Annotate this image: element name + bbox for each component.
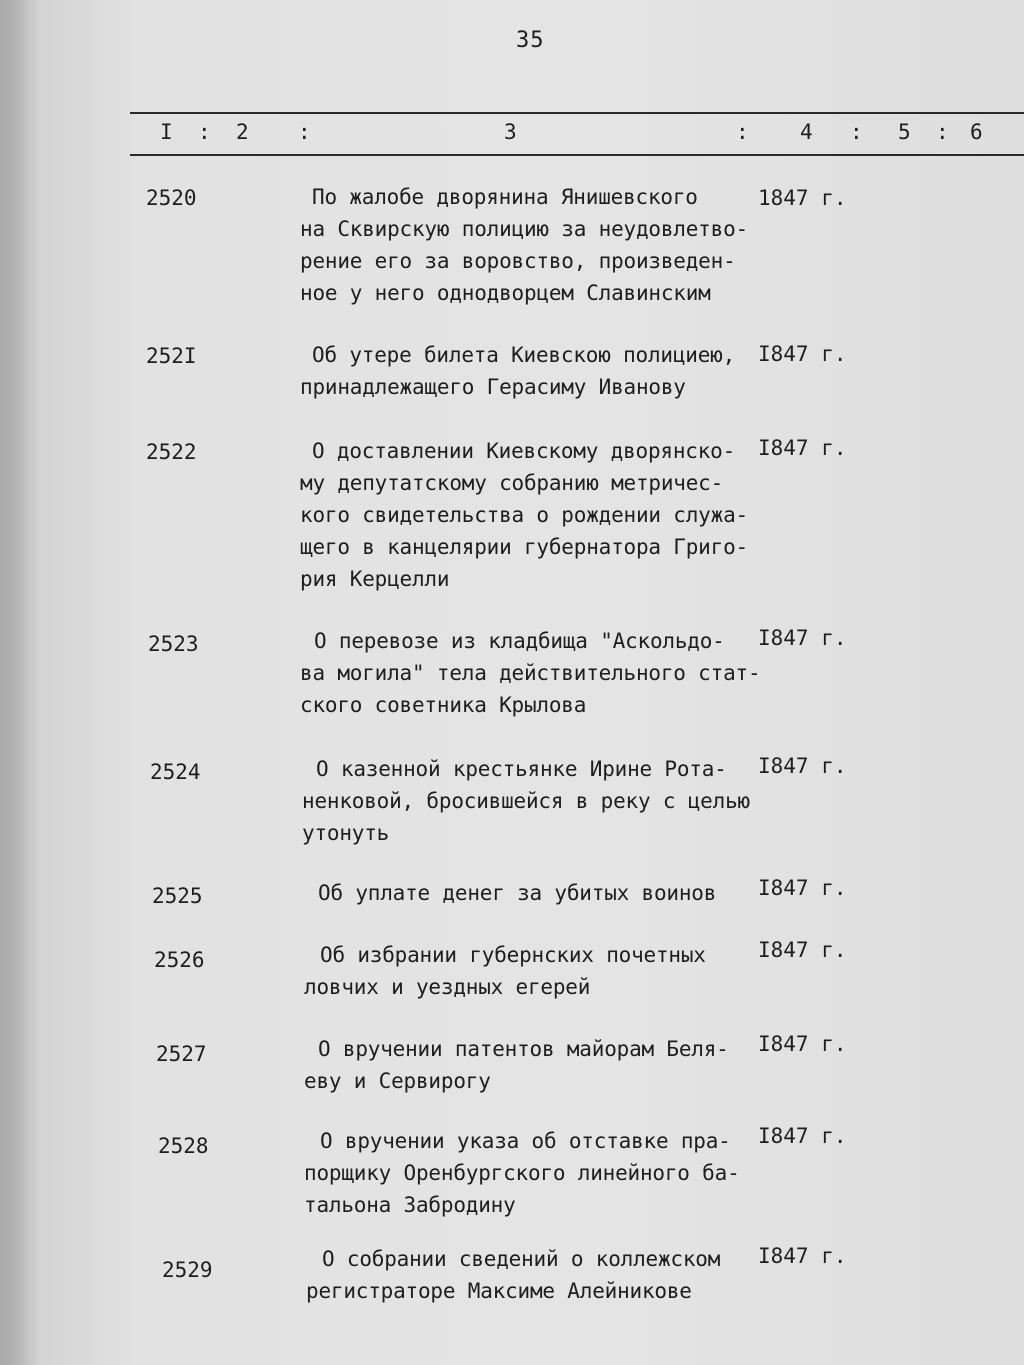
entry-line: кого свидетельства о рождении служа- — [300, 503, 748, 527]
column-separator: : — [936, 120, 949, 144]
entry-number: 2526 — [154, 948, 205, 972]
column-header-4: 4 — [800, 120, 813, 144]
entry-year: I847 г. — [758, 938, 847, 962]
entry-line: О доставлении Киевскому дворянско- — [312, 439, 736, 463]
entry-line: принадлежащего Герасиму Иванову — [300, 375, 686, 399]
entry-line: рия Керцелли — [300, 567, 450, 591]
entry-line: Об уплате денег за убитых воинов — [318, 881, 717, 905]
entry-line: О собрании сведений о коллежском — [322, 1247, 721, 1271]
entry-year: I847 г. — [758, 1244, 847, 1268]
header-rule-top — [130, 112, 1024, 114]
entry-year: I847 г. — [758, 1032, 847, 1056]
entry-line: на Сквирскую полицию за неудовлетво- — [300, 217, 748, 241]
entry-number: 2529 — [162, 1258, 213, 1282]
entry-line: регистраторе Максиме Алейникове — [306, 1279, 692, 1303]
entry-year: I847 г. — [758, 436, 847, 460]
entry-line: ное у него однодворцем Славинским — [300, 281, 711, 305]
entry-line: О перевозе из кладбища "Аскольдо- — [314, 629, 725, 653]
entry-line: му депутатскому собранию метричес- — [300, 471, 724, 495]
column-header-2: 2 — [236, 120, 249, 144]
column-header-3: 3 — [504, 120, 517, 144]
entry-line: тальона Забродину — [304, 1193, 516, 1217]
entry-line: ского советника Крылова — [300, 693, 587, 717]
header-rule-bottom — [130, 154, 1024, 156]
entry-line: порщику Оренбургского линейного ба- — [304, 1161, 740, 1185]
entry-number: 2524 — [150, 760, 201, 784]
column-separator: : — [198, 120, 211, 144]
entry-line: Об утере билета Киевскою полициею, — [312, 343, 736, 367]
entry-year: I847 г. — [758, 342, 847, 366]
entry-line: ловчих и уездных егерей — [304, 975, 591, 999]
entry-line: О казенной крестьянке Ирине Рота- — [316, 757, 727, 781]
page-number: 35 — [516, 28, 545, 53]
entry-line: щего в канцелярии губернатора Григо- — [300, 535, 748, 559]
entry-year: I847 г. — [758, 754, 847, 778]
entry-number: 2527 — [156, 1042, 207, 1066]
column-header-1: I — [160, 120, 173, 144]
column-separator: : — [850, 120, 863, 144]
entry-line: ненковой, бросившейся в реку с целью — [302, 789, 750, 813]
entry-year: I847 г. — [758, 626, 847, 650]
entry-line: Об избрании губернских почетных — [320, 943, 706, 967]
entry-line: По жалобе дворянина Янишевского — [312, 185, 698, 209]
entry-line: О вручении патентов майорам Беля- — [318, 1037, 729, 1061]
entry-year: 1847 г. — [758, 186, 847, 210]
entry-number: 2525 — [152, 884, 203, 908]
column-separator: : — [736, 120, 749, 144]
entry-line: О вручении указа об отставке пра- — [320, 1129, 731, 1153]
entry-line: еву и Сервирогу — [304, 1069, 491, 1093]
page-binding-shadow — [0, 0, 40, 1365]
entry-line: ва могила" тела действительного стат- — [300, 661, 761, 685]
entry-number: 252I — [146, 344, 197, 368]
entry-number: 2523 — [148, 632, 199, 656]
entry-line: утонуть — [302, 821, 390, 845]
entry-number: 2520 — [146, 186, 197, 210]
column-header-6: 6 — [970, 120, 983, 144]
entry-year: I847 г. — [758, 1124, 847, 1148]
entry-year: I847 г. — [758, 876, 847, 900]
entry-number: 2528 — [158, 1134, 209, 1158]
entry-line: рение его за воровство, произведен- — [300, 249, 736, 273]
column-header-5: 5 — [898, 120, 911, 144]
column-separator: : — [298, 120, 311, 144]
entry-number: 2522 — [146, 440, 197, 464]
